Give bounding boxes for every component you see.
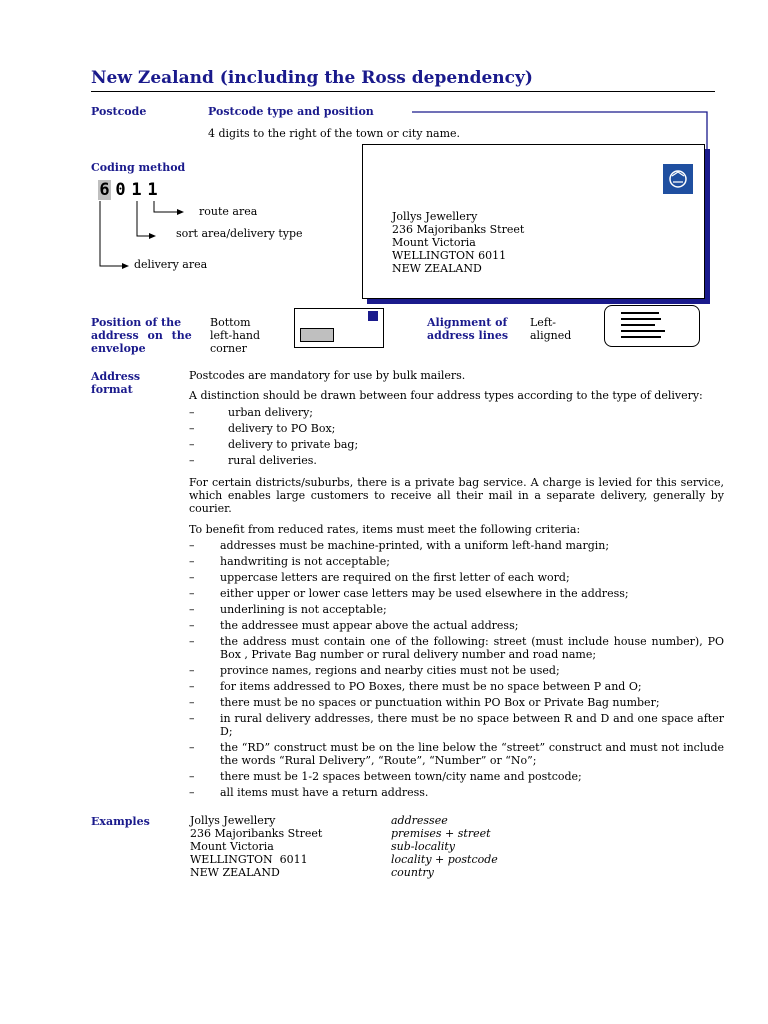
postcode-description: 4 digits to the right of the town or city name. <box>208 127 461 140</box>
envelope-sublocality: Mount Victoria <box>392 236 476 249</box>
address-format-body <box>189 369 724 799</box>
mini-stamp-icon <box>368 311 378 321</box>
envelope-locality-postcode: WELLINGTON 6011 <box>392 249 507 262</box>
list-item: – underlining is not acceptable; <box>189 603 387 616</box>
example-note: sub-locality <box>391 840 456 853</box>
address-format-label <box>91 370 140 396</box>
example-line: Mount Victoria <box>190 840 274 853</box>
upu-logo-icon <box>663 164 693 194</box>
list-item: – either upper or lower case letters may be used elsewhere in the address; <box>189 587 629 600</box>
position-value-line: left-hand <box>210 329 261 342</box>
criteria-intro: To benefit from reduced rates, items must meet the following criteria: <box>189 523 581 536</box>
example-line: NEW ZEALAND <box>190 866 280 879</box>
route-area-label: route area <box>199 205 258 218</box>
list-item: – delivery to PO Box; <box>189 422 336 435</box>
route-area-arrowhead <box>177 209 184 215</box>
delivery-area-arrowhead <box>122 263 129 269</box>
example-note: country <box>391 866 434 879</box>
digit-4: 1 <box>147 180 158 200</box>
mini-address-block-icon <box>300 328 334 342</box>
list-item: – rural deliveries. <box>189 454 317 467</box>
alignment-label-line: address lines <box>427 329 509 342</box>
list-item: – in rural delivery addresses, there must be no space between R and D and one space after D; <box>189 712 724 738</box>
position-label-line: envelope <box>91 342 146 355</box>
list-item: – delivery to private bag; <box>189 438 359 451</box>
position-label-line: address on the <box>91 329 192 342</box>
example-line: 236 Majoribanks Street <box>190 827 323 840</box>
list-item: – province names, regions and nearby cities must not be used; <box>189 664 560 677</box>
criteria-list <box>189 539 724 799</box>
delivery-types-list <box>189 406 724 467</box>
postcode-label: Postcode <box>91 105 147 118</box>
list-item: – uppercase letters are required on the first letter of each word; <box>189 571 570 584</box>
list-item: – the “RD” construct must be on the line below the “street” construct and must not include the words “Rural Delivery”, “Route”, “Number” or “No”; <box>189 741 724 767</box>
address-format-label-line: Address <box>91 370 141 383</box>
envelope-addressee: Jollys Jewellery <box>392 210 478 223</box>
delivery-area-label: delivery area <box>134 258 208 271</box>
digit-1: 6 <box>99 180 110 200</box>
examples-label: Examples <box>91 815 150 828</box>
list-item: – handwriting is not acceptable; <box>189 555 390 568</box>
sort-area-bracket <box>137 201 154 236</box>
list-item: – addresses must be machine-printed, with a uniform left-hand margin; <box>189 539 610 552</box>
alignment-label-line: Alignment of <box>427 316 508 329</box>
example-note: addressee <box>391 814 448 827</box>
envelope-address <box>392 210 524 275</box>
example-address <box>190 814 322 879</box>
position-label-line: Position of the <box>91 316 182 329</box>
envelope-country: NEW ZEALAND <box>392 262 482 275</box>
example-notes <box>391 814 498 879</box>
envelope-street: 236 Majoribanks Street <box>392 223 525 236</box>
position-value <box>210 316 260 355</box>
example-line: WELLINGTON 6011 <box>190 853 308 866</box>
position-value-line: Bottom <box>210 316 251 329</box>
alignment-value-line: aligned <box>530 329 572 342</box>
coding-method-label: Coding method <box>91 161 186 174</box>
distinction-paragraph: A distinction should be drawn between four address types according to the type of delivery: <box>189 389 703 402</box>
position-label <box>91 316 192 355</box>
mandatory-paragraph: Postcodes are mandatory for use by bulk mailers. <box>189 369 466 382</box>
alignment-value <box>530 316 571 342</box>
left-aligned-lines-icon <box>604 305 700 347</box>
list-item: – there must be no spaces or punctuation within PO Box or Private Bag number; <box>189 696 660 709</box>
list-item: – the address must contain one of the following: street (must include house number), PO Box , Private Bag number or rural delivery number and road name; <box>189 635 724 661</box>
private-bag-paragraph: For certain districts/suburbs, there is a private bag service. A charge is levied for this service, which enables large customers to receive all their mail in a separate delivery, generally by courier. <box>189 476 724 515</box>
digit-3: 1 <box>131 180 142 200</box>
list-item: – there must be 1-2 spaces between town/city name and postcode; <box>189 770 582 783</box>
example-note: locality + postcode <box>391 853 498 866</box>
digit-2: 0 <box>115 180 126 200</box>
alignment-label <box>427 316 508 342</box>
postcode-type-label: Postcode type and position <box>208 105 374 118</box>
example-note: premises + street <box>391 827 491 840</box>
postcode-digits <box>98 180 159 200</box>
example-line: Jollys Jewellery <box>190 814 276 827</box>
list-item: – for items addressed to PO Boxes, there must be no space between P and O; <box>189 680 642 693</box>
list-item: – all items must have a return address. <box>189 786 429 799</box>
alignment-value-line: Left- <box>530 316 557 329</box>
sort-area-label: sort area/delivery type <box>176 227 303 240</box>
address-format-label-line: format <box>91 383 133 396</box>
position-value-line: corner <box>210 342 247 355</box>
sort-area-arrowhead <box>149 233 156 239</box>
list-item: – the addressee must appear above the actual address; <box>189 619 519 632</box>
delivery-area-bracket <box>100 201 127 266</box>
page-title: New Zealand (including the Ross dependency) <box>91 68 533 88</box>
list-item: – urban delivery; <box>189 406 314 419</box>
